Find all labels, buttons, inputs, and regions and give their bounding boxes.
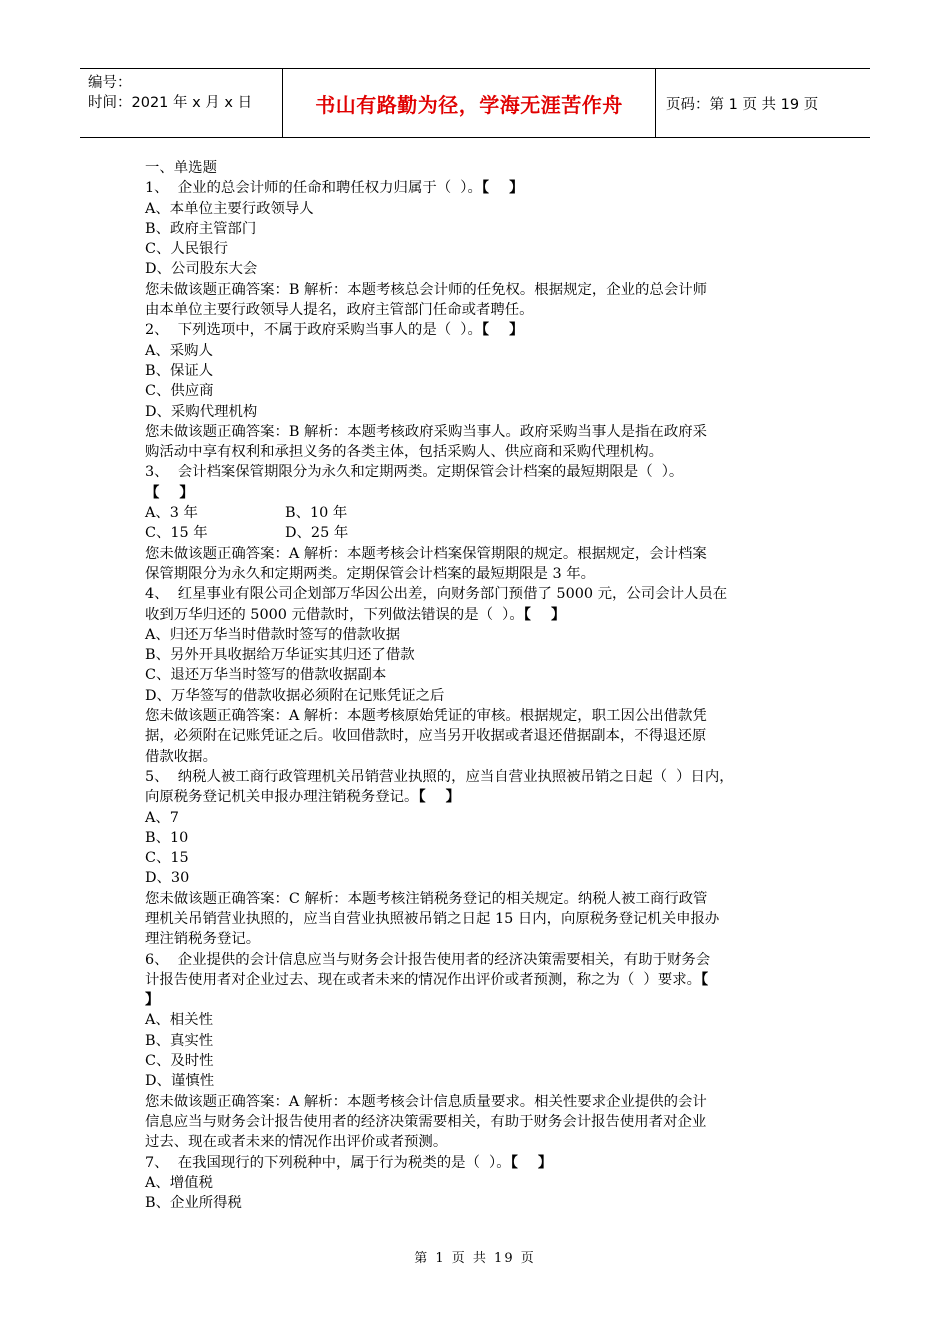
answer-explanation-line: 您未做该题正确答案：B 解析：本题考核政府采购当事人。政府采购当事人是指在政府采 bbox=[145, 423, 707, 440]
option-d: D、25 年 bbox=[285, 525, 349, 542]
question-stem bbox=[145, 1153, 817, 1173]
question-stem bbox=[145, 787, 817, 807]
answer-explanation-line: 购活动中享有权利和承担义务的各类主体，包括采购人、供应商和采购代理机构。 bbox=[145, 444, 664, 461]
option-d: D、公司股东大会 bbox=[145, 261, 258, 278]
option-d: D、30 bbox=[145, 870, 190, 887]
answer-explanation-line: 保管期限分为永久和定期两类。定期保管会计档案的最短期限是 3 年。 bbox=[145, 565, 596, 582]
answer-explanation-line: 您未做该题正确答案：A 解析：本题考核原始凭证的审核。根据规定，职工因公出借款凭 bbox=[145, 708, 707, 725]
header-page-number: 页码：第 1 页 共 19 页 bbox=[666, 96, 819, 113]
answer-explanation-line: 理机关吊销营业执照的，应当自营业执照被吊销之日起 15 日内，向原税务登记机关申报办 bbox=[145, 910, 720, 927]
answer-explanation-line: 您未做该题正确答案：A 解析：本题考核会计信息质量要求。相关性要求企业提供的会计 bbox=[145, 1093, 707, 1110]
answer-explanation-line: 据，必须附在记账凭证之后。收回借款时，应当另开收据或者退还借据副本，不得退还原 bbox=[145, 728, 707, 745]
answer-bracket: 【 】 bbox=[523, 606, 566, 623]
header-page-cell bbox=[656, 69, 870, 137]
question-4-stem-line: 4、 红星事业有限公司企划部万华因公出差，向财务部门预借了 5000 元，公司会计人员在 bbox=[145, 586, 728, 603]
question-7-stem: 7、 在我国现行的下列税种中，属于行为税类的是（ ）。 bbox=[145, 1154, 511, 1171]
option-a: A、相关性 bbox=[145, 1012, 213, 1029]
question-3-stem: 3、 会计档案保管期限分为永久和定期两类。定期保管会计档案的最短期限是（ ）。 bbox=[145, 464, 684, 481]
option-b: B、政府主管部门 bbox=[145, 220, 257, 237]
question-6-stem-line: 6、 企业提供的会计信息应当与财务会计报告使用者的经济决策需要相关，有助于财务会 bbox=[145, 951, 711, 968]
option-c: C、退还万华当时签写的借款收据副本 bbox=[145, 667, 387, 684]
question-5-stem-line: 向原税务登记机关申报办理注销税务登记。 bbox=[145, 789, 419, 806]
option-row bbox=[145, 503, 817, 523]
page-footer: 第 1 页 共 19 页 bbox=[414, 1251, 536, 1266]
answer-explanation-line: 过去、现在或者未来的情况作出评价或者预测。 bbox=[145, 1134, 448, 1151]
option-a: A、增值税 bbox=[145, 1174, 213, 1191]
option-a: A、归还万华当时借款时签写的借款收据 bbox=[145, 626, 401, 643]
option-b: B、真实性 bbox=[145, 1032, 214, 1049]
question-2-stem: 2、 下列选项中，不属于政府采购当事人的是（ ）。 bbox=[145, 322, 482, 339]
page-header bbox=[80, 68, 870, 138]
question-6-stem-line: 计报告使用者对企业过去、现在或者未来的情况作出评价或者预测，称之为（ ）要求。 bbox=[145, 971, 701, 988]
question-4-stem-line: 收到万华归还的 5000 元借款时，下列做法错误的是（ ）。 bbox=[145, 606, 524, 623]
option-d: D、谨慎性 bbox=[145, 1073, 215, 1090]
option-b: B、10 年 bbox=[285, 505, 348, 522]
header-motto-cell bbox=[282, 69, 656, 137]
option-b: B、10 bbox=[145, 829, 189, 846]
answer-explanation-line: 您未做该题正确答案：B 解析：本题考核总会计师的任免权。根据规定，企业的总会计师 bbox=[145, 281, 707, 298]
answer-bracket: 【 】 bbox=[418, 789, 461, 806]
question-stem bbox=[145, 970, 817, 990]
section-title: 一、单选题 bbox=[145, 160, 217, 176]
answer-explanation-line: 由本单位主要行政领导人提名，政府主管部门任命或者聘任。 bbox=[145, 302, 534, 319]
answer-bracket-open: 【 bbox=[701, 971, 709, 988]
option-d: D、万华签写的借款收据必须附在记账凭证之后 bbox=[145, 687, 445, 704]
answer-bracket-close: 】 bbox=[145, 992, 160, 1009]
option-row bbox=[145, 523, 817, 543]
answer-explanation-line: 信息应当与财务会计报告使用者的经济决策需要相关，有助于财务会计报告使用者对企业 bbox=[145, 1113, 707, 1130]
answer-bracket: 【 】 bbox=[145, 484, 194, 501]
option-c: C、15 bbox=[145, 850, 189, 867]
question-5-stem-line: 5、 纳税人被工商行政管理机关吊销营业执照的，应当自营业执照被吊销之日起（ ）日内， bbox=[145, 768, 734, 785]
option-d: D、采购代理机构 bbox=[145, 403, 258, 420]
option-a: A、采购人 bbox=[145, 342, 213, 359]
option-a: A、本单位主要行政领导人 bbox=[145, 200, 314, 217]
option-a: A、7 bbox=[145, 809, 179, 826]
document-date-label: 时间：2021 年 x 月 x 日 bbox=[88, 95, 253, 111]
answer-explanation-line: 理注销税务登记。 bbox=[145, 931, 261, 948]
option-b: B、保证人 bbox=[145, 362, 214, 379]
option-a: A、3 年 bbox=[145, 505, 198, 522]
option-c: C、及时性 bbox=[145, 1053, 214, 1070]
question-stem bbox=[145, 605, 817, 625]
answer-bracket: 【 】 bbox=[481, 180, 524, 197]
answer-explanation-line: 您未做该题正确答案：A 解析：本题考核会计档案保管期限的规定。根据规定，会计档案 bbox=[145, 545, 707, 562]
answer-explanation-line: 您未做该题正确答案：C 解析：本题考核注销税务登记的相关规定。纳税人被工商行政管 bbox=[145, 890, 708, 907]
option-b: B、企业所得税 bbox=[145, 1195, 242, 1212]
header-motto: 书山有路勤为径，学海无涯苦作舟 bbox=[315, 92, 623, 117]
option-c: C、15 年 bbox=[145, 525, 208, 542]
option-c: C、人民银行 bbox=[145, 241, 228, 258]
document-number-label: 编号： bbox=[88, 75, 132, 91]
answer-explanation-line: 借款收据。 bbox=[145, 748, 217, 765]
answer-bracket: 【 】 bbox=[481, 322, 524, 339]
answer-bracket: 【 】 bbox=[510, 1154, 553, 1171]
header-meta bbox=[80, 69, 282, 137]
option-b: B、另外开具收据给万华证实其归还了借款 bbox=[145, 647, 415, 664]
question-1-stem: 1、 企业的总会计师的任命和聘任权力归属于（ ）。 bbox=[145, 180, 482, 197]
question-list bbox=[145, 158, 817, 1213]
option-c: C、供应商 bbox=[145, 383, 214, 400]
question-stem bbox=[145, 320, 817, 340]
question-stem bbox=[145, 178, 817, 198]
